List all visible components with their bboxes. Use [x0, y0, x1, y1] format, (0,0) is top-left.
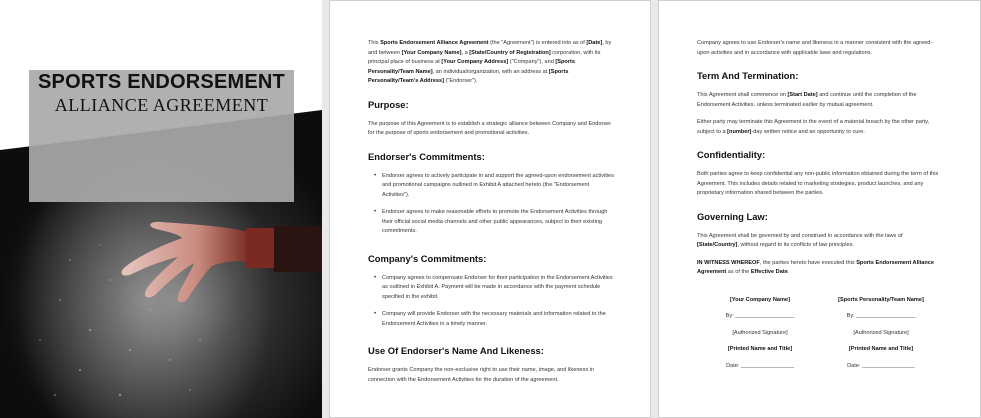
confidentiality-heading: Confidentiality: [697, 149, 766, 160]
cover-title-line2: ALLIANCE AGREEMENT [54, 95, 269, 115]
signature-company: [Your Company Name] By: ___________________ [Authorized Signature] [Printed Name and Title] Date: _________________ [725, 296, 795, 369]
governing-law-text: This Agreement shall be governed by and construed in accordance with the laws of [State/Country], without regard to its conflicts of law principles. [697, 232, 903, 248]
term-heading: Term And Termination: [697, 70, 799, 81]
page-3 [658, 0, 981, 418]
company-list [368, 274, 614, 330]
list-item: • Company will provide Endorser with the necessary materials and information related to the Endorsement Activities in a timely manner. [382, 310, 614, 329]
cover-photo [0, 0, 322, 418]
list-item: • Company agrees to compensate Endorser for their participation in the Endorsement Activities as outlined in Exhibit A. Payment will be made in accordance with the payment schedule specified in the exhibit. [382, 274, 614, 303]
signature-block [697, 296, 944, 379]
endorser-heading: Endorser's Commitments: [368, 150, 485, 162]
endorser-list [368, 172, 614, 237]
intro-paragraph: This Sports Endorsement Alliance Agreement (the "Agreement") is entered into as of [Date], by and between [Your Company Name], a [State/Country of Registration] corporation, with its principal place of business at [Your Company Address] ("Company"), and [Sports Personality/Team Name], an individual/organization, with an address at [Sports Personality/Team's Address] ("Endorser"). [368, 40, 612, 84]
governing-law-heading: Governing Law: [697, 210, 768, 222]
likeness-text: Endorser grants Company the non-exclusive right to use their name, image, and likeness in connection with the Endorsement Activities for the duration of the agreement. [368, 367, 595, 383]
signature-endorser: [Sports Personality/Team Name] By: ___________________ [Authorized Signature] [Printed Name and Title] Date: _________________ [838, 296, 924, 369]
continuation-text: Company agrees to use Endorser's name and likeness in a manner consistent with the agreed-upon activities and in accordance with applicable laws and regulations. [697, 40, 933, 56]
purpose-text: The purpose of this Agreement is to establish a strategic alliance between Company and Endorser for the purpose of sports endorsement and promotional activities. [368, 120, 612, 136]
confidentiality-text: Both parties agree to keep confidential any non-public information obtained during the term of this Agreement. This includes details related to marketing strategies, product launches, and any proprietary information shared between the parties. [697, 171, 939, 196]
list-item: • Endorser agrees to make reasonable efforts to promote the Endorsement Activities through their official social media channels and other public appearances, subject to their existing commitments. [382, 208, 614, 237]
cover-page [0, 0, 322, 418]
cover-title [29, 70, 294, 116]
page-2 [329, 0, 651, 418]
term-paragraph-2: Either party may terminate this Agreement in the event of a material breach by the other party, subject to a [number]-day written notice and an opportunity to cure. [697, 119, 930, 135]
cover-title-line1: SPORTS ENDORSEMENT [38, 71, 285, 93]
company-heading: Company's Commitments: [368, 252, 487, 264]
likeness-heading: Use Of Endorser's Name And Likeness: [368, 345, 544, 356]
term-paragraph-1: This Agreement shall commence on [Start Date] and continue until the completion of the Endorsement Activities, unless terminated earlier by mutual agreement. [697, 92, 917, 108]
list-item: • Endorser agrees to actively participate in and support the agreed-upon endorsement activities and promotional campaigns outlined in Exhibit A attached hereto (the "Endorsement Activities"). [382, 172, 614, 201]
purpose-heading: Purpose: [368, 98, 409, 110]
witness-text: IN WITNESS WHEREOF, the parties hereto have executed this Sports Endorsement Alliance Agreement as of the Effective Date. [697, 259, 934, 275]
